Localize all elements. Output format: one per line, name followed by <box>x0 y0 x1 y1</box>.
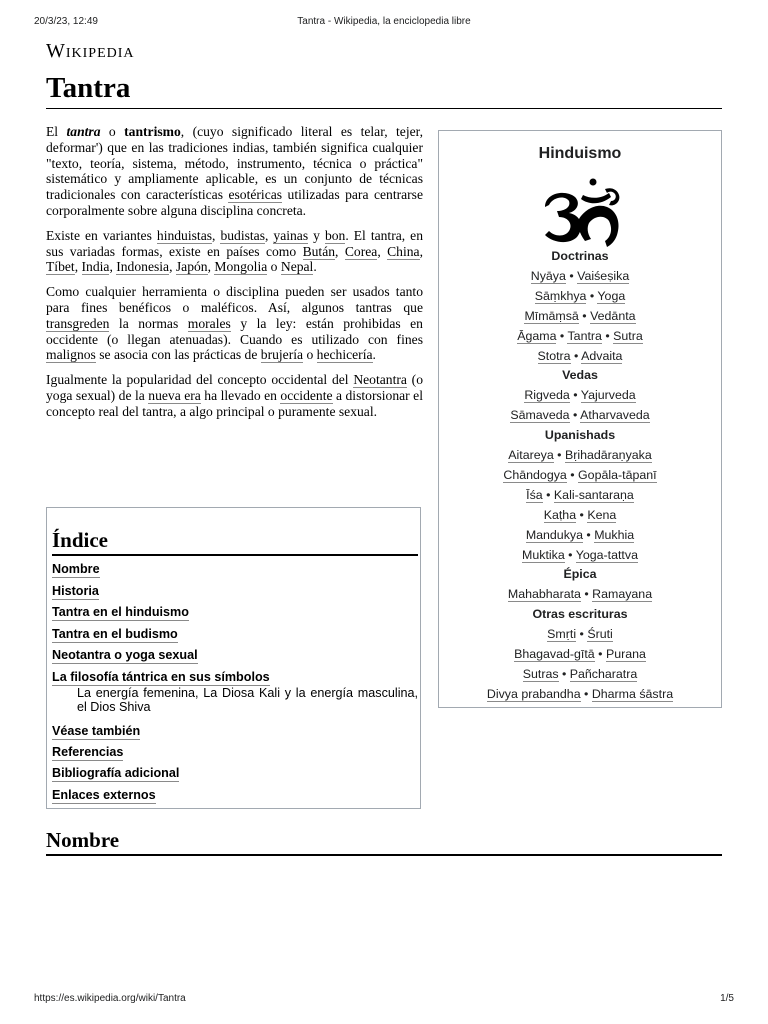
toc-divider <box>52 554 418 556</box>
infobox-link[interactable]: Yoga-tattva <box>575 547 638 562</box>
infobox-link[interactable]: Vedānta <box>590 308 636 323</box>
bullet-separator: • <box>558 666 570 681</box>
infobox-link[interactable]: Tantra <box>567 328 602 343</box>
link-china[interactable]: China <box>387 243 420 259</box>
infobox-link[interactable]: Ramayana <box>592 587 653 602</box>
infobox-link[interactable]: Smṛti <box>547 627 577 642</box>
print-header-datetime: 20/3/23, 12:49 <box>34 16 98 27</box>
term-tantrismo: tantrismo <box>124 124 181 139</box>
infobox-link[interactable]: Atharvaveda <box>580 408 650 423</box>
infobox-hinduismo <box>438 130 722 708</box>
toc-subitem-energia[interactable]: La energía femenina, La Diosa Kali y la energía masculina, el Dios Shiva <box>77 686 418 714</box>
infobox-link-row <box>439 408 721 423</box>
text-run: o <box>267 259 281 275</box>
link-bon[interactable]: bon <box>324 227 346 243</box>
text-run: , <box>265 227 274 243</box>
text-run: , <box>419 243 423 259</box>
bullet-separator: • <box>553 448 565 462</box>
text-run: ha llevado en <box>200 387 281 403</box>
toc-item-bibliografia[interactable]: Bibliografía adicional <box>52 766 180 780</box>
link-transgreden[interactable]: transgreden <box>46 315 110 331</box>
bullet-separator: • <box>564 547 576 562</box>
text-run: . <box>372 347 376 363</box>
infobox-link-row <box>439 627 721 642</box>
infobox-link[interactable]: Stotra <box>537 348 571 363</box>
toc-item-neotantra[interactable]: Neotantra o yoga sexual <box>52 648 198 662</box>
toc-item-vease[interactable]: Véase también <box>52 724 141 738</box>
text-run: Como cualquier herramienta o disciplina pueden ser usados tanto para fines benéficos o maléficos. Así, algunos tantras que <box>46 284 423 315</box>
infobox-link-row <box>439 587 721 602</box>
article-body <box>46 124 423 429</box>
infobox-link-row <box>439 548 721 563</box>
wikipedia-logo[interactable]: Wikipedia <box>46 40 135 62</box>
text-run: utilizadas para centrarse corporalmente sobre alguna disciplina concreta. <box>46 187 424 218</box>
infobox-link-row <box>439 667 721 682</box>
text-run: , <box>207 259 215 275</box>
toc-item-filosofia[interactable]: La filosofía tántrica en sus símbolos <box>52 670 270 684</box>
toc-item-hinduismo[interactable]: Tantra en el hinduismo <box>52 605 189 619</box>
infobox-link-row <box>439 289 721 304</box>
infobox-link[interactable]: Sāṃkhya <box>534 288 587 303</box>
paragraph-intro <box>46 124 423 219</box>
paragraph-variants <box>46 228 423 275</box>
link-hinduistas[interactable]: hinduistas <box>156 227 213 243</box>
title-divider <box>46 108 722 109</box>
link-morales[interactable]: morales <box>187 315 231 331</box>
text-run: , <box>169 259 176 275</box>
infobox-section-heading: Vedas <box>562 368 598 383</box>
infobox-link[interactable]: Kaṭha <box>543 507 577 522</box>
toc-item-budismo[interactable]: Tantra en el budismo <box>52 627 178 641</box>
infobox-section-heading: Doctrinas <box>551 249 609 263</box>
text-run: , <box>212 227 221 243</box>
infobox-link-row <box>439 448 721 463</box>
bullet-separator: • <box>576 507 588 522</box>
link-esotericas[interactable]: esotéricas <box>228 187 283 203</box>
bullet-separator: • <box>586 288 598 303</box>
infobox-link-row <box>439 528 721 543</box>
infobox-link[interactable]: Advaita <box>581 348 623 363</box>
infobox-link-row <box>439 647 721 662</box>
paragraph-uses <box>46 284 423 363</box>
infobox-link[interactable]: Āgama <box>517 328 557 343</box>
bullet-separator: • <box>566 467 579 482</box>
print-header-title: Tantra - Wikipedia, la enciclopedia libre <box>297 16 471 27</box>
infobox-link[interactable]: Aitareya <box>508 448 554 462</box>
link-occidente[interactable]: occidente <box>280 387 333 403</box>
infobox-section-heading: Épica <box>563 567 597 582</box>
text-run: , <box>335 243 345 259</box>
link-budistas[interactable]: budistas <box>220 227 265 243</box>
text-run: . <box>313 259 317 275</box>
bullet-separator: • <box>556 328 568 343</box>
infobox-link-row <box>439 468 721 483</box>
toc-item-enlaces[interactable]: Enlaces externos <box>52 788 156 802</box>
text-run: y <box>308 227 325 243</box>
bullet-separator: • <box>580 686 592 701</box>
infobox-link[interactable]: Īśa <box>526 487 543 502</box>
print-footer-url: https://es.wikipedia.org/wiki/Tantra <box>34 993 186 1004</box>
om-symbol-icon[interactable] <box>535 173 625 251</box>
text-run: Igualmente la popularidad del concepto occidental del <box>46 372 354 388</box>
print-footer-page: 1/5 <box>720 993 734 1004</box>
link-nueva-era[interactable]: nueva era <box>148 387 201 403</box>
infobox-title[interactable]: Hinduismo <box>538 145 622 162</box>
infobox-link[interactable]: Divya prabandha <box>486 686 581 701</box>
infobox-link-row <box>439 687 721 702</box>
term-tantra: tantra <box>66 124 101 139</box>
link-indonesia[interactable]: Indonesia <box>116 259 170 275</box>
infobox-link[interactable]: Pañcharatra <box>569 666 638 681</box>
infobox-link[interactable]: Sutra <box>613 328 643 343</box>
infobox-link[interactable]: Yajurveda <box>580 388 636 403</box>
infobox-section-heading: Otras escrituras <box>532 607 628 622</box>
link-corea[interactable]: Corea <box>344 243 378 259</box>
text-run: (o yoga sexual) de la <box>46 372 423 403</box>
infobox-link[interactable]: Bhagavad-gītā <box>514 647 595 661</box>
link-nepal[interactable]: Nepal <box>280 259 314 275</box>
text-run: El <box>46 124 67 139</box>
text-run: . El tantra, en sus variadas formas, existe en países como <box>46 227 424 259</box>
infobox-link[interactable]: Kali-santaraṇa <box>553 487 634 502</box>
infobox-link[interactable]: Mīmāṃsā <box>524 308 579 323</box>
text-run: , <box>74 259 82 275</box>
toc-item-nombre[interactable]: Nombre <box>52 562 100 576</box>
infobox-link[interactable]: Mukhia <box>594 527 635 542</box>
infobox-link[interactable]: Dharma śāstra <box>591 686 674 701</box>
text-run: la normas <box>109 315 188 331</box>
link-hechiceria[interactable]: hechicería <box>316 347 373 363</box>
bullet-separator: • <box>542 487 554 502</box>
bullet-separator: • <box>569 408 581 423</box>
infobox-link[interactable]: Sutras <box>522 666 559 681</box>
infobox-link[interactable]: Kena <box>587 507 617 522</box>
infobox-link[interactable]: Vaiśeṣika <box>577 268 630 283</box>
infobox-link[interactable]: Muktika <box>522 547 565 562</box>
bullet-separator: • <box>570 348 582 363</box>
table-of-contents <box>46 507 421 809</box>
bullet-separator: • <box>582 527 595 542</box>
link-mongolia[interactable]: Mongolia <box>214 259 268 275</box>
link-neotantra[interactable]: Neotantra <box>353 372 407 388</box>
bullet-separator: • <box>580 587 593 602</box>
infobox-link-row <box>439 349 721 364</box>
infobox-link[interactable]: Śruti <box>587 627 613 642</box>
infobox-link-row <box>439 488 721 503</box>
bullet-separator: • <box>578 308 591 323</box>
toc-item-referencias[interactable]: Referencias <box>52 745 124 759</box>
section-heading-nombre: Nombre <box>46 828 120 852</box>
link-india[interactable]: India <box>81 259 110 275</box>
infobox-link[interactable]: Chāndogya <box>503 467 567 482</box>
toc-item-historia[interactable]: Historia <box>52 584 99 598</box>
section-divider <box>46 854 722 856</box>
text-run: Existe en variantes <box>46 227 157 243</box>
infobox-link-row <box>439 329 721 344</box>
text-run: o <box>100 124 125 139</box>
text-run: o <box>303 347 317 363</box>
text-run: , <box>109 259 117 275</box>
infobox-section-heading: Upanishads <box>544 428 616 443</box>
text-run: se asocia con las prácticas de <box>95 347 261 363</box>
infobox-link[interactable]: Sāmaveda <box>510 408 570 423</box>
bullet-separator: • <box>594 647 606 661</box>
infobox-link[interactable]: Rigveda <box>524 388 570 403</box>
link-japon[interactable]: Japón <box>175 259 208 275</box>
link-butan[interactable]: Bután <box>302 243 336 259</box>
infobox-link[interactable]: Bṛihadāraṇyaka <box>564 448 652 462</box>
toc-title: Índice <box>52 528 109 552</box>
infobox-link-row <box>439 388 721 403</box>
text-run: y la ley: están prohibidas en occidente (o llegan atenuadas). Cuando es utilizado con fines <box>46 315 423 347</box>
infobox-link[interactable]: Mahabharata <box>507 587 581 602</box>
infobox-link[interactable]: Yoga <box>597 288 626 303</box>
link-tibet[interactable]: Tíbet <box>46 259 75 275</box>
link-malignos[interactable]: malignos <box>46 347 96 363</box>
paragraph-neotantra <box>46 372 423 419</box>
text-run: , <box>377 243 388 259</box>
bullet-separator: • <box>569 388 581 403</box>
infobox-link-row <box>439 269 721 284</box>
bullet-separator: • <box>565 268 578 283</box>
link-yainas[interactable]: yainas <box>273 227 309 243</box>
infobox-link-row <box>439 309 721 324</box>
text-run: a distorsionar el concepto real del tantra, a algo principal o puramente sexual. <box>46 387 423 419</box>
bullet-separator: • <box>576 627 588 642</box>
page-title: Tantra <box>46 72 131 104</box>
infobox-link[interactable]: Mandukya <box>525 527 583 542</box>
infobox-link[interactable]: Nyāya <box>530 268 566 283</box>
infobox-link[interactable]: Purana <box>605 647 646 661</box>
text-run: , (cuyo significado literal es telar, tejer, deformar') que en las tradiciones indias, también significa cualquier "texto, teoría, sistema, método, instrumento, técnica o práctica" sistemático y ampliamente aplicable, es un conjunto de técnicas tradicionales con características <box>46 124 424 203</box>
bullet-separator: • <box>601 328 614 343</box>
link-brujeria[interactable]: brujería <box>260 347 304 363</box>
infobox-link-row <box>439 508 721 523</box>
infobox-link[interactable]: Gopāla-tāpanī <box>578 467 657 482</box>
